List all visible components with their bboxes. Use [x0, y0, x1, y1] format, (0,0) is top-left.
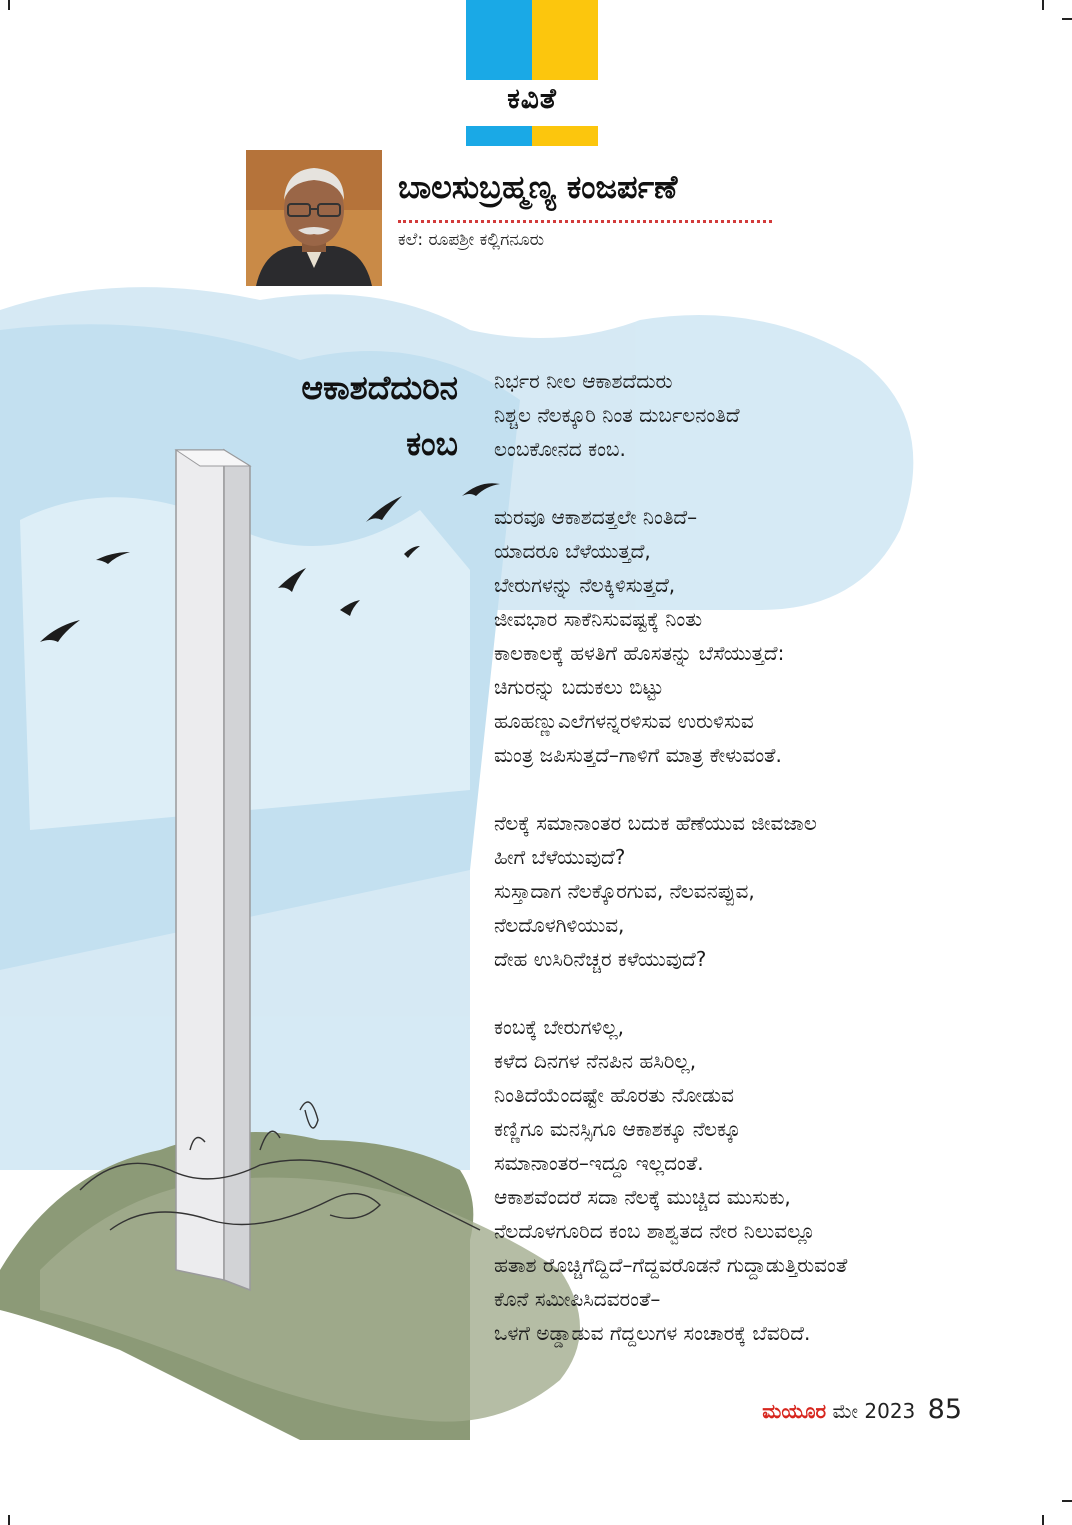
crop-mark	[8, 1515, 10, 1525]
poem-line: ಒಳಗೆ ಅಡ್ಡಾಡುವ ಗೆದ್ದಲುಗಳ ಸಂಚಾರಕ್ಕೆ ಬೆವರಿದೆ.	[494, 1321, 811, 1345]
stanza	[494, 1010, 1054, 1350]
poem-line: ನೆಲಕ್ಕೆ ಸಮಾನಾಂತರ ಬದುಕ ಹೆಣೆಯುವ ಜೀವಜಾಲ	[494, 811, 817, 835]
poem-line: ಕಣ್ಣಿಗೂ ಮನಸ್ಸಿಗೂ ಆಕಾಶಕ್ಕೂ ನೆಲಕ್ಕೂ	[494, 1117, 741, 1141]
crop-mark	[1062, 1500, 1072, 1502]
crop-mark	[1062, 18, 1072, 20]
author-photo	[246, 150, 382, 286]
poem-line: ಮಂತ್ರ ಜಪಿಸುತ್ತದೆ–ಗಾಳಿಗೆ ಮಾತ್ರ ಕೇಳುವಂತೆ.	[494, 743, 782, 767]
poem-line: ಮರವೂ ಆಕಾಶದತ್ತಲೇ ನಿಂತಿದೆ–	[494, 505, 698, 529]
page-footer	[762, 1394, 962, 1425]
grass-mound	[0, 1132, 580, 1440]
poem-line: ಹೀಗೆ ಬೆಳೆಯುವುದೆ?	[494, 845, 626, 869]
poem-line: ಯಾದರೂ ಬೆಳೆಯುತ್ತದೆ,	[494, 539, 651, 563]
stanza	[494, 364, 1054, 466]
poem-line: ನೆಲದೊಳಗೂರಿದ ಕಂಬ ಶಾಶ್ವತದ ನೇರ ನಿಲುವಲ್ಲೂ	[494, 1219, 816, 1243]
poem-line: ಕಾಲಕಾಲಕ್ಕೆ ಹಳತಿಗೆ ಹೊಸತನ್ನು ಬೆಸೆಯುತ್ತದೆ:	[494, 641, 785, 665]
poem-line: ಕೊನೆ ಸಮೀಪಿಸಿದವರಂತೆ–	[494, 1287, 661, 1311]
poem-line: ಸಮಾನಾಂತರ–ಇದ್ದೂ ಇಲ್ಲದಂತೆ.	[494, 1151, 704, 1175]
banner-blue-block	[466, 0, 532, 80]
poem-line: ನೆಲದೊಳಗಿಳಿಯುವ,	[494, 913, 625, 937]
section-label: ಕವಿತೆ	[507, 82, 557, 115]
magazine-name: ಮಯೂರ	[762, 1399, 827, 1423]
poem-line: ಹೂಹಣ್ಣುಎಲೆಗಳನ್ನರಳಿಸುವ ಉರುಳಿಸುವ	[494, 709, 754, 733]
poem-line: ಕಳೆದ ದಿನಗಳ ನೆನಪಿನ ಹಸಿರಿಲ್ಲ,	[494, 1049, 697, 1073]
artist-credit: ಕಲೆ: ರೂಪಶ್ರೀ ಕಲ್ಲಿಗನೂರು	[398, 230, 544, 250]
banner-yellow-strip	[532, 126, 598, 146]
dotted-divider	[398, 220, 772, 223]
poem-line: ಆಕಾಶವೆಂದರೆ ಸದಾ ನೆಲಕ್ಕೆ ಮುಚ್ಚಿದ ಮುಸುಕು,	[494, 1185, 791, 1209]
stanza	[494, 500, 1054, 772]
poem-title-line: ಕಂಬ	[406, 424, 458, 463]
poem-line: ಬೇರುಗಳನ್ನು ನೆಲಕ್ಕಿಳಿಸುತ್ತದೆ,	[494, 573, 676, 597]
poem-line: ಕಂಬಕ್ಕೆ ಬೇರುಗಳಿಲ್ಲ,	[494, 1015, 625, 1039]
crop-mark	[1042, 0, 1044, 10]
page-number: 85	[927, 1394, 962, 1425]
poem-line: ನಿರ್ಭರ ನೀಲ ಆಕಾಶದೆದುರು	[494, 369, 673, 393]
poem-line: ಹತಾಶ ರೊಚ್ಚಿಗೆದ್ದಿದೆ–ಗೆದ್ದವರೊಡನೆ ಗುದ್ದಾಡುತ್ತಿರುವಂತೆ	[494, 1253, 848, 1277]
poem-line: ದೇಹ ಉಸಿರಿನೆಚ್ಚರ ಕಳೆಯುವುದೆ?	[494, 947, 707, 971]
author-name: ಬಾಲಸುಬ್ರಹ್ಮಣ್ಯ ಕಂಜರ್ಪಣೆ	[398, 168, 678, 206]
issue-date: ಮೇ 2023	[832, 1399, 916, 1423]
banner-yellow-block	[532, 0, 598, 80]
banner-blue-strip	[466, 126, 532, 146]
poem-line: ನಿಂತಿದೆಯೆಂದಷ್ಟೇ ಹೊರತು ನೋಡುವ	[494, 1083, 734, 1107]
poem-line: ಸುಸ್ತಾದಾಗ ನೆಲಕ್ಕೊರಗುವ, ನೆಲವನಪ್ಪುವ,	[494, 879, 755, 903]
pillar	[176, 450, 250, 1290]
poem-body	[494, 364, 1054, 1384]
poem-line: ಜೀವಭಾರ ಸಾಕೆನಿಸುವಷ್ಟಕ್ಕೆ ನಿಂತು	[494, 607, 703, 631]
poem-line: ನಿಶ್ಚಲ ನೆಲಕ್ಕೂರಿ ನಿಂತ ದುರ್ಬಲನಂತಿದೆ	[494, 403, 740, 427]
stanza	[494, 806, 1054, 976]
section-banner	[466, 0, 598, 148]
poem-title-line: ಆಕಾಶದೆದುರಿನ	[301, 368, 458, 407]
poem-title	[206, 360, 458, 472]
poem-line: ಚಿಗುರನ್ನು ಬದುಕಲು ಬಿಟ್ಟು	[494, 675, 664, 699]
crop-mark	[8, 0, 10, 10]
crop-mark	[1042, 1515, 1044, 1525]
poem-line: ಲಂಬಕೋನದ ಕಂಬ.	[494, 437, 626, 461]
